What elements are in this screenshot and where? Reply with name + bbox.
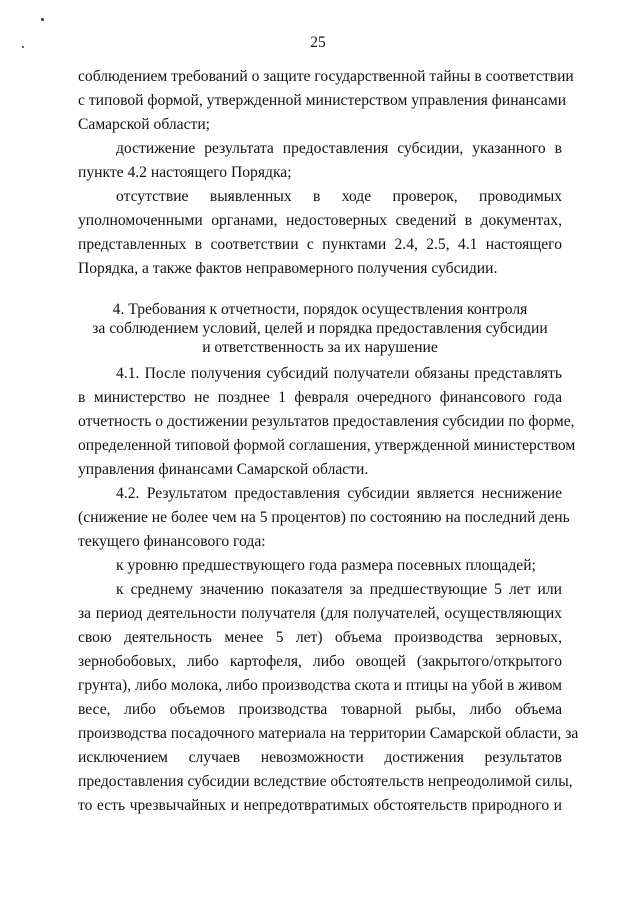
text-line: соблюдением требований о защите государственной тайны в соответствии — [78, 68, 574, 85]
text-line: пункте 4.2 настоящего Порядка; — [78, 164, 292, 181]
paragraph-absence — [78, 185, 562, 281]
document-body — [78, 65, 579, 818]
paragraph-4-1 — [78, 362, 576, 482]
text-line: (снижение не более чем на 5 процентов) по состоянию на последний день — [78, 509, 570, 526]
text-line: достижение результата предоставления субсидии, указанного в — [116, 140, 562, 157]
text-line: в министерство не позднее 1 февраля очередного финансового года — [78, 389, 562, 406]
text-line: уполномоченными органами, недостоверных сведений в документах, — [78, 212, 562, 229]
text-line: грунта), либо молока, либо производства скота и птицы на убой в живом — [78, 677, 562, 694]
paragraph-achievement — [78, 137, 562, 185]
text-line: Порядка, а также фактов неправомерного получения субсидии. — [78, 260, 498, 277]
text-line: производства посадочного материала на территории Самарской области, за — [78, 725, 579, 742]
text-line: зернобобовых, либо картофеля, либо овощей (закрытого/открытого — [78, 653, 562, 670]
scan-speck — [41, 18, 44, 21]
paragraph-average-indicator — [78, 578, 579, 818]
heading-line: за соблюдением условий, целей и порядка предоставления субсидии — [92, 320, 548, 337]
text-line: весе, либо объемов производства товарной рыбы, либо объема — [78, 701, 562, 718]
page-number: 25 — [310, 34, 326, 51]
text-line: исключением случаев невозможности достижения результатов — [78, 749, 562, 766]
text-line: за период деятельности получателя (для получателей, осуществляющих — [78, 605, 562, 622]
text-line: Самарской области; — [78, 116, 211, 133]
text-line: отчетность о достижении результатов предоставления субсидии по форме, — [78, 413, 575, 430]
text-line: представленных в соответствии с пунктами 2.4, 2.5, 4.1 настоящего — [78, 236, 562, 253]
paragraph-secrecy-continuation — [78, 65, 574, 137]
text-line: отсутствие выявленных в ходе проверок, проводимых — [116, 188, 562, 205]
spacer — [78, 281, 562, 300]
heading-line: 4. Требования к отчетности, порядок осуществления контроля — [112, 301, 528, 318]
text-line: управления финансами Самарской области. — [78, 461, 369, 478]
text-line: то есть чрезвычайных и непредотвратимых обстоятельств природного и — [78, 797, 562, 814]
text-line: свою деятельность менее 5 лет) объема производства зерновых, — [78, 629, 562, 646]
text-line: 4.1. После получения субсидий получатели обязаны представлять — [116, 365, 562, 382]
paragraph-sown-area — [78, 554, 562, 578]
text-line: к уровню предшествующего года размера посевных площадей; — [116, 557, 536, 574]
text-line: определенной типовой формой соглашения, утвержденной министерством — [78, 437, 576, 454]
text-line: 4.2. Результатом предоставления субсидии является неснижение — [116, 485, 562, 502]
text-line: предоставления субсидии вследствие обстоятельств непреодолимой силы, — [78, 773, 573, 790]
heading-line: и ответственность за их нарушение — [202, 339, 438, 356]
text-line: текущего финансового года: — [78, 533, 266, 550]
text-line: с типовой формой, утвержденной министерством управления финансами — [78, 92, 567, 109]
paragraph-4-2 — [78, 482, 570, 554]
section-heading — [78, 300, 562, 357]
text-line: к среднему значению показателя за предшествующие 5 лет или — [116, 581, 562, 598]
